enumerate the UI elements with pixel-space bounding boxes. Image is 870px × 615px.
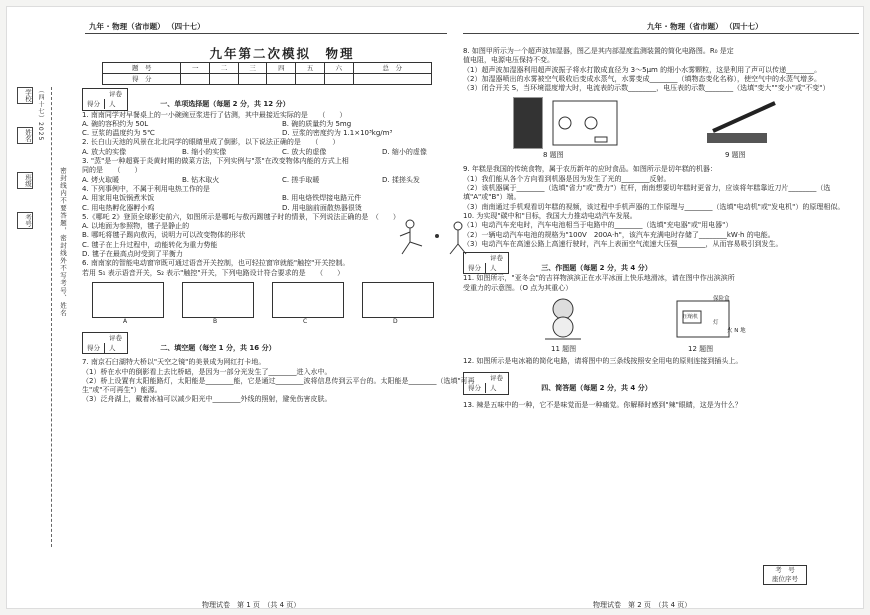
score-cell: 二 (210, 63, 239, 74)
option[interactable]: B. 钻木取火 (182, 175, 220, 184)
lamp-label: 灯 (713, 320, 719, 327)
score-table (102, 62, 432, 85)
grader-name-label: 评卷人 (109, 333, 122, 352)
option[interactable]: D. 豆浆的密度约为 1.1×10³kg/m³ (282, 129, 393, 138)
circuit-c[interactable] (272, 282, 344, 325)
question-2: 2. 长白山天池的风景在北北同学的眼睛里成了倒影，以下说法正确的是 （ ） (82, 138, 340, 147)
grader-box (463, 252, 509, 274)
question-8-1: （1）超声波加湿器利用超声波振子将水打散成直径为 3～5μm 的细小水雾颗粒，这是利用了声可以传递________。 (463, 65, 822, 74)
score-cell: 一 (181, 63, 210, 74)
grader-name-label: 评卷人 (490, 254, 503, 273)
option[interactable]: A. 以地面为参照物，毽子是静止的 (82, 222, 190, 231)
score-cell: 五 (296, 63, 325, 74)
circuit-label: B (213, 317, 218, 325)
question-9-1: （1）我们能从各个方向看到机器是因为发生了光的________反射。 (463, 174, 671, 183)
score-cell: 四 (267, 63, 296, 74)
question-8: 8. 如图甲所示为一个超声波加湿器，图乙是其内部湿度监测装置的简化电路图。R₀ 是定 (463, 47, 734, 55)
circuit-b[interactable] (182, 282, 254, 325)
option[interactable]: D. 毽子在最高点时受到了平衡力 (82, 250, 183, 259)
score-input[interactable] (238, 74, 267, 85)
exam-number-box[interactable] (763, 565, 807, 585)
score-input[interactable] (296, 74, 325, 85)
question-7-2: （2）桥上设置有太阳能路灯，太阳能是________能，它是通过________波将信息传到云平台的。太阳能是________（选填"可再生"或"不可再生"）能源。 (82, 376, 475, 395)
page-1-footer: 物理试卷 第 1 页 （共 4 页） (202, 601, 301, 609)
circuit-d[interactable] (362, 282, 434, 325)
circuit-label: C (303, 317, 308, 325)
option[interactable]: B. 用电烙铁焊接电路元件 (282, 194, 362, 203)
circuit-label: A (123, 317, 128, 325)
right-page-header: 九年 · 物理（省市题） （四十七） (647, 22, 763, 31)
figures-11-12 (463, 293, 863, 357)
school-field[interactable]: 学校 (17, 87, 33, 104)
score-cell: 得 分 (103, 74, 181, 85)
option[interactable]: C. 放大的虚像 (282, 147, 327, 156)
question-4: 4. 下列事例中，不属于利用电热工作的是 (82, 184, 210, 193)
grader-score-label: 得分 (83, 343, 105, 353)
section-4-header (463, 372, 863, 394)
score-cell: 题 号 (103, 63, 181, 74)
grader-box (82, 88, 128, 110)
option[interactable]: C. 毽子在上升过程中，动能转化为重力势能 (82, 240, 218, 249)
grader-score-label: 得分 (464, 263, 486, 273)
question-6-cont: 若用 S₁ 表示语音开关，S₂ 表示"触控"开关，下列电路设计符合要求的是 （ ） (82, 268, 345, 277)
left-page-header: 九年 · 物理（省市题） （四十七） (89, 22, 205, 31)
seat-number-label: 座位序号 (772, 575, 798, 583)
humidifier-photo (513, 97, 543, 149)
exam-sheet (6, 6, 864, 609)
seal-notice: 密封线内不要答题，密封线外不写考号、姓名 (59, 167, 67, 317)
question-3: 3. "蒸"是一种超赛于炎黄时期的做菜方法，下列实例与"蒸"在改变物体内能的方式上相 (82, 157, 349, 166)
question-9-2: （2）该机器属于________（选填"省力"或"费力"）杠杆，南南想要切年糕时更省力，应该将年糕靠近刀片________（选填"A"或"B"）端。 (463, 184, 831, 202)
circuit-label: D (393, 317, 398, 325)
option[interactable]: D. 用电脑前面散热器很烫 (282, 203, 362, 212)
grader-name-label: 评卷人 (109, 90, 122, 109)
score-input[interactable] (353, 74, 431, 85)
figures-8-9 (463, 93, 863, 165)
q1-options (82, 129, 482, 138)
exam-number-field[interactable]: 考号 (17, 212, 33, 229)
option[interactable]: B. 缩小的实像 (182, 147, 227, 156)
section-3-header (463, 252, 863, 274)
fig-8-caption: 8 题图 (543, 151, 564, 160)
grader-box (82, 332, 128, 354)
seal-line (51, 87, 52, 547)
question-7-3: （3）泛舟湖上，戴着冰袖可以减少阳光中________外线的照射，避免伤害皮肤。 (82, 395, 332, 404)
q1-options (82, 120, 482, 129)
compressor-label: 压缩机 (683, 314, 699, 321)
option[interactable]: B. 碗的质量约为 5mg (282, 119, 352, 128)
humidity-circuit-diagram (551, 97, 621, 149)
option[interactable]: C. 用电热孵化器孵小鸡 (82, 203, 155, 212)
question-7: 7. 南京石臼湖特大桥以"天空之镜"的美景成为网红打卡地。 (82, 358, 266, 367)
option[interactable]: C. 豆浆的温度约为 5℃ (82, 129, 155, 138)
option[interactable]: A. 放大的实像 (82, 147, 127, 156)
page-2-footer: 物理试卷 第 2 页 （共 4 页） (593, 601, 692, 609)
fig-11-caption: 11 题图 (551, 345, 577, 354)
question-13: 13. 辣是五味中的一种，它不是味觉而是一种痛觉。你解释时感到"辣"眼睛，这是为什么？ (463, 400, 742, 409)
q2-options (82, 148, 482, 157)
circuit-a[interactable] (92, 282, 164, 325)
question-8-3: （3）闭合开关 S，当环境湿度增大时，电流表的示数________，电压表的示数________（选填"变大""变小"或"不变"） (463, 84, 830, 93)
page-1 (82, 47, 482, 612)
question-10: 10. 为实现"碳中和"目标，我国大力推动电动汽车发展。 (463, 211, 637, 220)
fuse-box-label: 保险盒 (713, 296, 730, 303)
question-8-cont: 值电阻，电源电压保持不变。 (463, 56, 554, 65)
score-input[interactable] (210, 74, 239, 85)
score-cell: 三 (238, 63, 267, 74)
question-8-2: （2）加湿器喷出的水雾被空气吸收后变成水蒸气，水雾变成________（填物态变化名称），使空气中的水蒸气增多。 (463, 74, 821, 83)
rice-cake-cutter-figure (703, 97, 783, 149)
option[interactable]: D. 缩小的虚像 (382, 147, 427, 156)
right-header-rule (463, 33, 859, 34)
exam-number-label: 考 号 (775, 566, 795, 574)
question-11-cont: 受重力的示意图。（O 点为其重心） (463, 283, 573, 292)
mascot-figure (543, 295, 583, 341)
score-cell: 总 分 (353, 63, 431, 74)
section-2-header (82, 332, 482, 354)
question-1: 1. 南南同学对早餐桌上的一小碗豌豆浆进行了估测，其中最接近实际的是 （ ） (82, 110, 347, 119)
grader-box (463, 372, 509, 394)
question-5: 5.《哪吒 2》登顶全球影史前六，如图所示是哪吒与敖丙踢毽子时的情景，下列说法正确的是 （ ） (82, 212, 400, 221)
shuttlecock-kick-figure (392, 216, 472, 256)
section-4-title: 四、简答题（每题 2 分，共 4 分） (541, 384, 652, 393)
question-10-1: （1）电动汽车充电时，汽车电池相当于电路中的________（选填"充电器"或"用电器"） (463, 221, 733, 230)
section-2-title: 二、填空题（每空 1 分，共 16 分） (160, 343, 276, 352)
question-9: 9. 年糕是我国的传统食物，属于农历新年的应时食品。如图所示是切年糕的机器： (463, 165, 717, 174)
page-title: 九年第二次模拟 物理 (209, 46, 355, 61)
question-6: 6. 南南家的智能电动窗帘既可通过语音开关控制，也可轻拉窗帘就能"触控"开关控制。 (82, 259, 350, 268)
q4-options (82, 194, 482, 203)
question-9-3: （3）南南通过手机观看切年糕的视频，该过程中手机声器的工作原理与________（选填"电动机"或"发电机"）的原理相似。 (463, 202, 845, 211)
score-cell: 六 (324, 63, 353, 74)
question-7-1: （1）桥在水中的倒影看上去比桥暗，是因为一部分光发生了________进入水中。 (82, 367, 332, 376)
section-1-header (82, 88, 482, 110)
question-11: 11. 如图所示，"亚冬会"的吉祥物滨滨正在水平冰面上快乐地滑冰，请在图中作出滨滨所 (463, 274, 735, 283)
left-header-rule (85, 33, 447, 34)
binding-strip (13, 87, 69, 547)
grader-name-label: 评卷人 (490, 374, 503, 393)
section-1-title: 一、单项选择题（每题 2 分，共 12 分） (160, 100, 290, 109)
fridge-circuit-figure (673, 295, 753, 341)
score-input[interactable] (324, 74, 353, 85)
option[interactable]: A. 用家用电饭锅煮米饭 (82, 194, 155, 203)
name-field[interactable]: 姓名 (17, 127, 33, 144)
q5-block (82, 222, 482, 259)
option[interactable]: A. 烤火取暖 (82, 175, 120, 184)
score-input[interactable] (181, 74, 210, 85)
option[interactable]: C. 搓手取暖 (282, 175, 320, 184)
q3-options (82, 176, 482, 185)
option[interactable]: B. 哪吒将毽子踢向敖丙，说明力可以改变物体的形状 (82, 231, 246, 240)
section-3-title: 三、作图题（每题 2 分，共 4 分） (541, 264, 652, 273)
question-3-cont: 同的是 （ ） (82, 166, 142, 175)
q6-circuit-options (82, 280, 482, 324)
question-12: 12. 如图所示是电冰箱的简化电路，请将图中的三条线按照安全用电的原则连接到插头上。 (463, 357, 743, 366)
q4-options (82, 204, 482, 213)
grader-score-label: 得分 (83, 99, 105, 109)
page-2 (463, 47, 863, 612)
grader-score-label: 得分 (464, 383, 486, 393)
class-field[interactable]: 班级 (17, 172, 33, 189)
option[interactable]: D. 揉搓头发 (382, 175, 420, 184)
fig-9-caption: 9 题图 (725, 151, 746, 160)
plug-label: 火 N 地 (727, 328, 746, 335)
score-input[interactable] (267, 74, 296, 85)
option[interactable]: A. 碗的容积约为 50L (82, 119, 149, 128)
question-10-2: （2）一辆电动汽车电池的规格为"100V 200A·h"，该汽车充满电时存储了________kW·h 的电能。 (463, 230, 775, 239)
binding-code: （四十七）2025 (37, 87, 44, 142)
question-10-3: （3）电动汽车在高速公路上高速行驶时，汽车上表面空气流速大压强________，从而容易吸引到发生。 (463, 239, 783, 248)
fig-12-caption: 12 题图 (688, 345, 714, 354)
